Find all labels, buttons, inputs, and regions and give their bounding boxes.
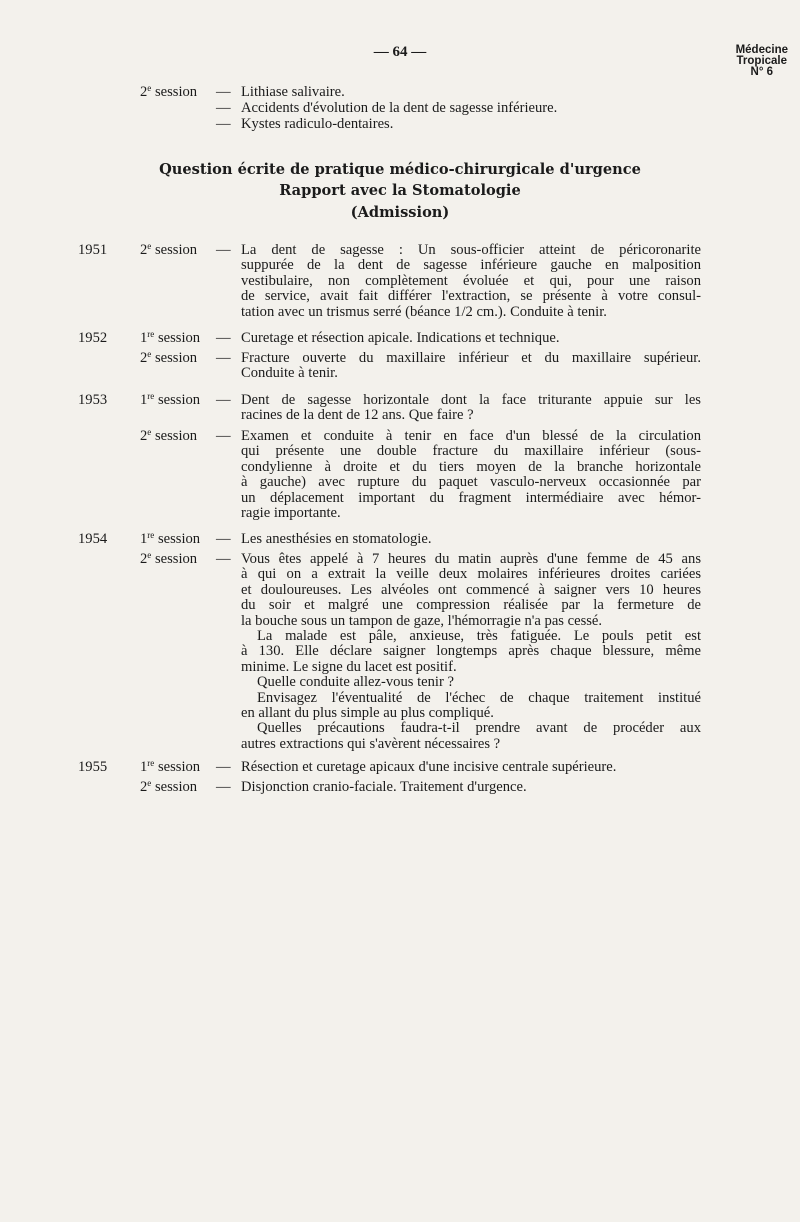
entry-text-line: autres extractions qui s'avèrent nécessaires ?: [241, 735, 501, 752]
entry-text-line: et douloureuses. Les alvéoles ont commencé à saigner vers 10 heures: [241, 581, 701, 598]
dash: —: [216, 779, 231, 795]
entry-text-line: ragie importante.: [241, 505, 341, 522]
session-label: 2e session: [140, 241, 198, 258]
entry-text-line: Quelle conduite allez-vous tenir ?: [257, 674, 454, 691]
entry-text-line: en allant du plus simple au plus compliqué.: [241, 705, 494, 722]
dash: —: [216, 100, 231, 116]
session-label: 2e session: [140, 427, 198, 444]
dash: —: [216, 551, 231, 567]
session-label: 1re session: [140, 391, 201, 408]
session-label: 2e session: [140, 778, 198, 795]
entry-text-line: qui présente une double fracture du maxillaire inférieur (sous-: [241, 443, 701, 460]
entry-year: 1955: [78, 759, 108, 775]
entry-text-line: Quelles précautions faudra-t-il prendre avant de procéder aux: [257, 720, 701, 737]
entry-text-line: de service, avait fait différer l'extraction, se présente à votre consul-: [241, 288, 701, 305]
entry-text-line: un déplacement important du fragment intermédiaire avec hémor-: [241, 489, 701, 506]
dash: —: [216, 759, 231, 775]
session-label: 2e session: [140, 550, 198, 567]
journal-label: [736, 45, 788, 78]
intro-item-text: Kystes radiculo-dentaires.: [241, 116, 394, 132]
entry-text: [241, 429, 701, 521]
entry-text-line: vestibulaire, non complètement évoluée et qui, pour une raison: [241, 272, 701, 289]
session-label: 1re session: [140, 758, 201, 775]
dash: —: [216, 392, 231, 408]
dash: —: [216, 84, 231, 100]
entry-year: 1952: [78, 330, 108, 346]
entry-text-line: Disjonction cranio-faciale. Traitement d'urgence.: [241, 779, 527, 795]
entry-text: [241, 760, 701, 775]
entry-text-line: suppurée de la dent de sagesse inférieure gauche en malposition: [241, 257, 701, 274]
entry-text-line: La malade est pâle, anxieuse, très fatiguée. Le pouls petit est: [257, 628, 701, 645]
entry-text: [241, 393, 701, 424]
intro-item-text: Lithiase salivaire.: [241, 84, 345, 100]
entry-text-line: minime. Le signe du lacet est positif.: [241, 658, 457, 675]
entry-text: [241, 331, 701, 346]
entry-year: 1954: [78, 531, 108, 547]
entry-text-line: à gauche) avec rupture du paquet vasculo-nerveux occasionnée par: [241, 474, 701, 491]
section-subtitle-admission: (Admission): [350, 204, 450, 221]
entry-text-line: à 130. Elle déclare saigner longtemps après chaque blessure, même: [241, 643, 701, 660]
entry-text-line: Examen et conduite à tenir en face d'un blessé de la circulation: [241, 428, 701, 444]
entry-text-line: La dent de sagesse : Un sous-officier atteint de péricoronarite: [241, 242, 701, 258]
section-subtitle: Rapport avec la Stomatologie: [279, 182, 521, 199]
entry-text-line: Résection et curetage apicaux d'une incisive centrale supérieure.: [241, 759, 617, 775]
entry-text: [241, 780, 701, 795]
dash: —: [216, 242, 231, 258]
dash: —: [216, 428, 231, 444]
entry-text: [241, 351, 701, 382]
dash: —: [216, 531, 231, 547]
entry-text: [241, 243, 701, 320]
entry-text-line: du soir et malgré une compression réalisée par la fermeture de: [241, 597, 701, 614]
entry-text-line: condylienne à droite et du tiers moyen de la branche horizontale: [241, 458, 701, 475]
entry-text-line: à qui on a extrait la veille deux molaires inférieures droites cariées: [241, 566, 701, 583]
entry-text-line: Dent de sagesse horizontale dont la face triturante appuie sur les: [241, 392, 701, 408]
dash: —: [216, 350, 231, 366]
session-label: 2e session: [140, 83, 198, 100]
intro-item-text: Accidents d'évolution de la dent de sagesse inférieure.: [241, 100, 558, 116]
journal-name: Médecine: [735, 44, 788, 56]
session-label: 1re session: [140, 530, 201, 547]
dash: —: [216, 116, 231, 132]
dash: —: [216, 330, 231, 346]
entry-text-line: tation avec un trismus serré (béance 1/2 cm.). Conduite à tenir.: [241, 303, 607, 320]
entry-text-line: Les anesthésies en stomatologie.: [241, 531, 432, 547]
entry-text-line: Conduite à tenir.: [241, 365, 338, 382]
page-number: — 64 —: [373, 44, 427, 60]
entry-text-line: Vous êtes appelé à 7 heures du matin auprès d'une femme de 45 ans: [241, 551, 701, 567]
entry-text: [241, 532, 701, 547]
section-title: Question écrite de pratique médico-chirurgicale d'urgence: [159, 161, 641, 178]
journal-issue: N° 6: [750, 66, 774, 78]
session-label: 2e session: [140, 349, 198, 366]
session-label: 1re session: [140, 329, 201, 346]
journal-subtitle: Tropicale: [736, 55, 788, 67]
entry-text-line: Fracture ouverte du maxillaire inférieur et du maxillaire supérieur.: [241, 350, 701, 366]
entry-text-line: racines de la dent de 12 ans. Que faire ?: [241, 407, 474, 424]
entry-text: [241, 552, 701, 752]
entry-text-line: Curetage et résection apicale. Indications et technique.: [241, 330, 560, 346]
entry-year: 1951: [78, 242, 108, 258]
entry-year: 1953: [78, 392, 108, 408]
entry-text-line: Envisagez l'éventualité de l'échec de chaque traitement institué: [257, 689, 701, 706]
entry-text-line: la bouche sous un tampon de gaze, l'hémorragie n'a pas cessé.: [241, 612, 603, 629]
